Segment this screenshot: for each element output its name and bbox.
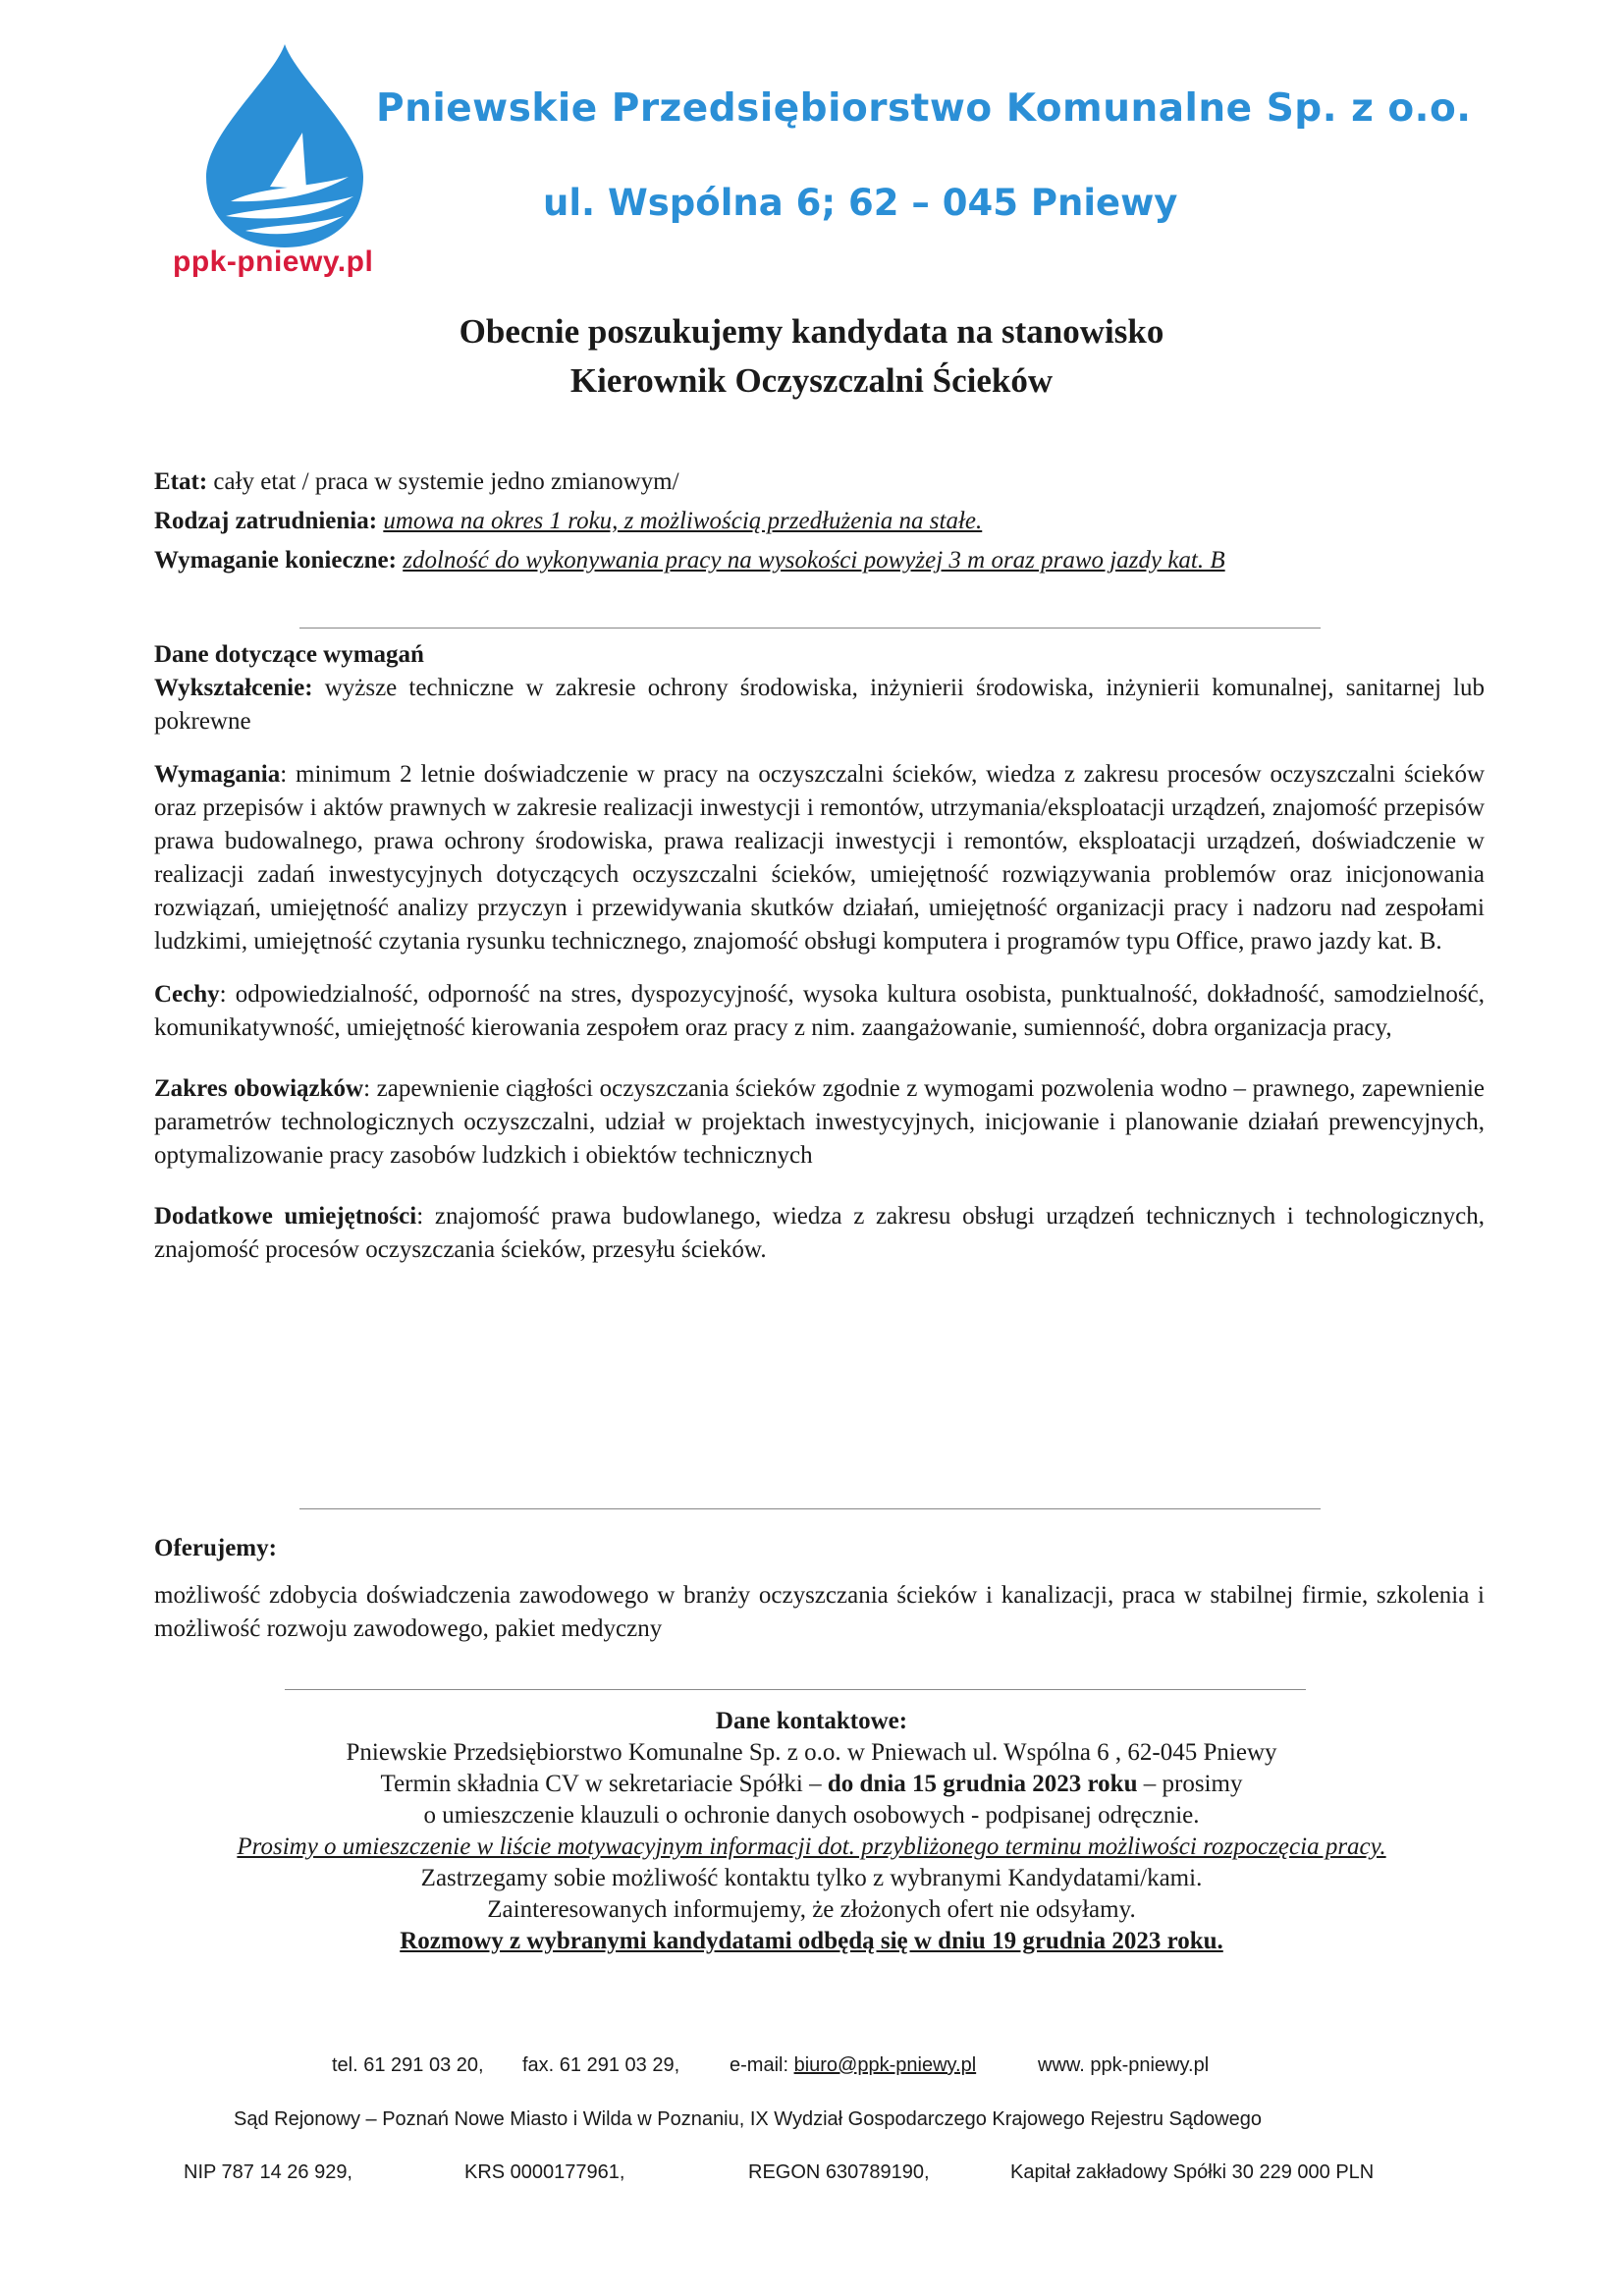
extra-skills-label: Dodatkowe umiejętności xyxy=(154,1203,417,1230)
contact-reservation: Zastrzegamy sobie możliwość kontaktu tylko z wybranymi Kandydatami/kami. xyxy=(420,1865,1203,1891)
requirements-value: : minimum 2 letnie doświadczenie w pracy na oczyszczalni ścieków, wiedza z zakresu procesów oczyszczalni ścieków oraz przepisów i aktów prawnych w zakresie realizacji inwestycji i remontów, utrzymania/eksploatacji urządzeń, znajomość przepisów prawa budowalnego, prawa ochrony środowiska, prawa realizacji inwestycji i remontów, eksploatacji urządzeń, doświadczenie w realizacji zadań inwestycyjnych dotyczących oczyszczalni ścieków, umiejętność rozwiązywania problemów oraz inicjonowania rozwiązań, umiejętność analizy przyczyn i przewidywania skutków działań, umiejętność organizacji pracy i nadzoru nad zespołami ludzkimi, umiejętność czytania rysunku technicznego, znajomość obsługi komputera i programów typu Office, prawo jazdy kat. B. xyxy=(154,761,1485,955)
footer-capital: Kapitał zakładowy Spółki 30 229 000 PLN xyxy=(1010,2161,1375,2183)
traits-label: Cechy xyxy=(154,981,220,1008)
duties-label: Zakres obowiązków xyxy=(154,1075,364,1102)
traits-value: : odpowiedzialność, odporność na stres, dyspozycyjność, wysoka kultura osobista, punktualność, dokładność, samodzielność, komunikatywność, umiejętność kierowania zespołem oraz pracy z nim. zaangażowanie, sumienność, dobra organizacja pracy, xyxy=(154,981,1485,1041)
company-address: ul. Wspólna 6; 62 – 045 Pniewy xyxy=(543,182,1178,224)
divider xyxy=(299,628,1321,629)
duties-paragraph xyxy=(154,1072,1485,1173)
footer-regon: REGON 630789190, xyxy=(748,2161,930,2183)
duties-value: : zapewnienie ciągłości oczyszczania ścieków zgodnie z wymogami pozwolenia wodno – prawnego, zapewnienie parametrów technologicznych oczyszczalni, udział w projektach inwestycyjnych, inicjowanie i planowanie działań prewencyjnych, optymalizowanie pracy zasobów ludzkich i obiektów technicznych xyxy=(154,1075,1485,1169)
employment-info xyxy=(154,465,1485,577)
logo-text: ppk-pniewy.pl xyxy=(173,246,374,278)
footer-nip: NIP 787 14 26 929, xyxy=(184,2161,352,2183)
footer-website[interactable]: www. ppk-pniewy.pl xyxy=(1038,2054,1210,2076)
email-link[interactable]: biuro@ppk-pniewy.pl xyxy=(793,2054,977,2076)
rodzaj-value: umowa na okres 1 roku, z możliwością przedłużenia na stałe. xyxy=(383,508,983,534)
rodzaj-label: Rodzaj zatrudnienia: xyxy=(154,508,378,534)
requirements-label: Wymagania xyxy=(154,761,281,788)
education-value: wyższe techniczne w zakresie ochrony środowiska, inżynierii środowiska, inżynierii komunalnej, sanitarnej lub pokrewne xyxy=(154,675,1485,735)
job-title-intro: Obecnie poszukujemy kandydata na stanowisko xyxy=(459,312,1164,351)
no-return-note: Zainteresowanych informujemy, że złożonych ofert nie odsyłamy. xyxy=(487,1896,1136,1923)
divider xyxy=(299,1508,1321,1509)
offer-heading: Oferujemy: xyxy=(154,1535,277,1561)
rodzaj-row xyxy=(154,505,1485,538)
etat-row xyxy=(154,465,1485,499)
interview-date-note: Rozmowy z wybranymi kandydatami odbędą się w dniu 19 grudnia 2023 roku. xyxy=(400,1928,1223,1954)
contact-section xyxy=(0,1706,1623,1957)
contact-heading: Dane kontaktowe: xyxy=(715,1708,908,1734)
job-title: Kierownik Oczyszczalni Ścieków xyxy=(569,361,1054,400)
footer-email xyxy=(730,2054,976,2077)
extra-skills-paragraph xyxy=(154,1200,1485,1267)
traits-paragraph xyxy=(154,978,1485,1045)
clause-line: o umieszczenie klauzuli o ochronie danych osobowych - podpisanej odręcznie. xyxy=(423,1802,1200,1829)
footer-court: Sąd Rejonowy – Poznań Nowe Miasto i Wilda w Poznaniu, IX Wydział Gospodarczego Krajowego Rejestru Sądowego xyxy=(234,2108,1263,2130)
cv-deadline-line xyxy=(0,1769,1623,1800)
requirements-section xyxy=(154,638,1485,1267)
cv-deadline-date: do dnia 15 grudnia 2023 roku xyxy=(827,1771,1138,1797)
extra-skills-value: : znajomość prawa budowlanego, wiedza z zakresu obsługi urządzeń technicznych i technologicznych, znajomość procesów oczyszczania ścieków, przesyłu ścieków. xyxy=(154,1203,1485,1263)
wymaganie-value: zdolność do wykonywania pracy na wysokości powyżej 3 m oraz prawo jazdy kat. B xyxy=(403,547,1225,574)
motivation-letter-note: Prosimy o umieszczenie w liście motywacyjnym informacji dot. przybliżonego terminu możliwości rozpoczęcia pracy. xyxy=(237,1833,1386,1860)
requirements-paragraph xyxy=(154,758,1485,958)
contact-line: Pniewskie Przedsiębiorstwo Komunalne Sp. z o.o. w Pniewach ul. Wspólna 6 , 62-045 Pniewy xyxy=(346,1739,1277,1766)
water-drop-logo xyxy=(187,39,373,250)
education-paragraph xyxy=(154,672,1485,738)
wymaganie-row xyxy=(154,544,1485,577)
cv-deadline-text: Termin składnia CV w sekretariacie Spółki – xyxy=(380,1771,828,1797)
divider xyxy=(285,1689,1306,1690)
footer-tel: tel. 61 291 03 20, xyxy=(332,2054,484,2076)
offer-text: możliwość zdobycia doświadczenia zawodowego w branży oczyszczania ścieków i kanalizacji, praca w stabilnej firmie, szkolenia i możliwość rozwoju zawodowego, pakiet medyczny xyxy=(154,1582,1485,1642)
company-name: Pniewskie Przedsiębiorstwo Komunalne Sp. z o.o. xyxy=(376,86,1472,131)
cv-deadline-suffix: – prosimy xyxy=(1137,1771,1243,1797)
education-label: Wykształcenie: xyxy=(154,675,313,701)
footer-fax: fax. 61 291 03 29, xyxy=(522,2054,680,2076)
offer-section xyxy=(154,1532,1485,1646)
footer-email-label: e-mail: xyxy=(730,2054,794,2076)
etat-label: Etat: xyxy=(154,468,208,495)
etat-value: cały etat / praca w systemie jedno zmianowym/ xyxy=(213,468,679,495)
wymaganie-label: Wymaganie konieczne: xyxy=(154,547,397,574)
requirements-heading: Dane dotyczące wymagań xyxy=(154,641,424,668)
footer-krs: KRS 0000177961, xyxy=(464,2161,625,2183)
